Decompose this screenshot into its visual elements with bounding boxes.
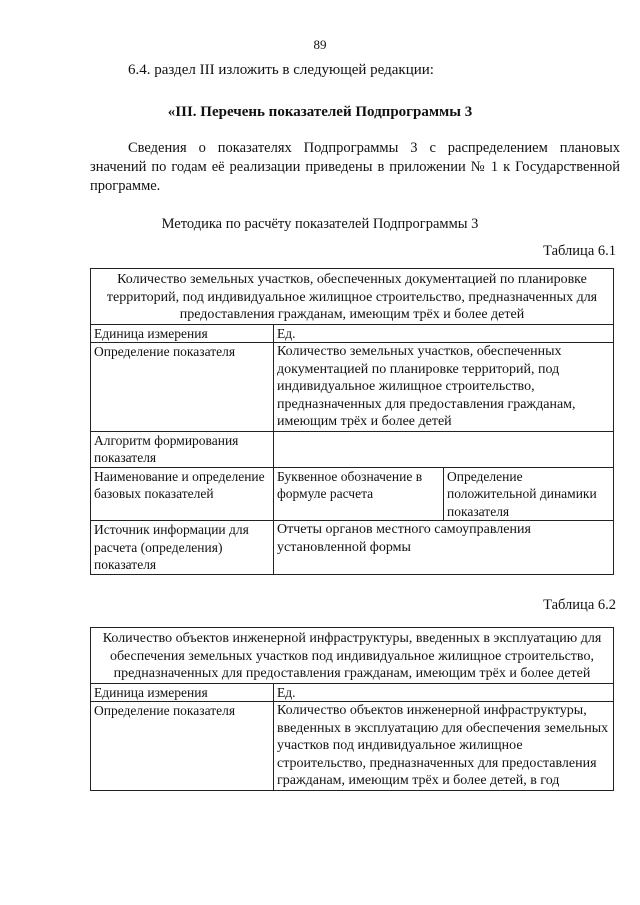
table-label-6-1: Таблица 6.1: [543, 243, 616, 259]
table-title-row: [91, 269, 614, 325]
section-heading: «III. Перечень показателей Подпрограммы 3: [167, 104, 473, 120]
body-paragraph: Сведения о показателях Подпрограммы 3 с распределением плановых значений по годам её реализации приведены в приложении № 1 к Государственной программе.: [90, 140, 620, 194]
source-value: Отчеты органов местного самоуправления установленной формы: [274, 521, 614, 575]
base-definition: Определение положительной динамики показателя: [444, 467, 614, 521]
intro-text: 6.4. раздел III изложить в следующей редакции:: [128, 62, 434, 78]
definition-label: Определение показателя: [91, 702, 274, 791]
definition-value: Количество земельных участков, обеспеченных документацией по планировке территорий, под индивидуальное жилищное строительство, предназначенных для предоставления гражданам, имеющим трёх и более детей: [274, 343, 614, 432]
table-title-row: [91, 628, 614, 684]
indicator-table-6-1: [90, 268, 614, 575]
table-row: [91, 343, 614, 432]
table-title: Количество земельных участков, обеспеченных документацией по планировке территорий, под индивидуальное жилищное строительство, предназначенных для предоставления гражданам, имеющим трёх и более детей: [91, 269, 614, 325]
table-row: [91, 702, 614, 791]
base-letter-designation: Буквенное обозначение в формуле расчета: [274, 467, 444, 521]
page-number: 89: [313, 37, 327, 52]
table-row: [91, 324, 614, 343]
source-label: Источник информации для расчета (определения) показателя: [91, 521, 274, 575]
base-indicators-label: Наименование и определение базовых показателей: [91, 467, 274, 521]
table-row: [91, 521, 614, 575]
table-row: [91, 467, 614, 521]
definition-label: Определение показателя: [91, 343, 274, 432]
indicator-table-6-2: [90, 627, 614, 791]
table-row: [91, 683, 614, 702]
unit-value: Ед.: [274, 324, 614, 343]
unit-label: Единица измерения: [91, 683, 274, 702]
unit-value: Ед.: [274, 683, 614, 702]
table-label-6-2: Таблица 6.2: [543, 597, 616, 613]
methodology-title: Методика по расчёту показателей Подпрограммы 3: [161, 216, 479, 232]
algorithm-label: Алгоритм формирования показателя: [91, 431, 274, 467]
table-title: Количество объектов инженерной инфраструктуры, введенных в эксплуатацию для обеспечения земельных участков под индивидуальное жилищное строительство, предназначенных для предоставления гражданам, имеющим трёх и более детей: [91, 628, 614, 684]
unit-label: Единица измерения: [91, 324, 274, 343]
definition-value: Количество объектов инженерной инфраструктуры, введенных в эксплуатацию для обеспечения земельных участков под индивидуальное жилищное строительство, предназначенных для предоставления гражданам, имеющим трёх и более детей, в год: [274, 702, 614, 791]
table-row: [91, 431, 614, 467]
algorithm-value: [274, 431, 614, 467]
